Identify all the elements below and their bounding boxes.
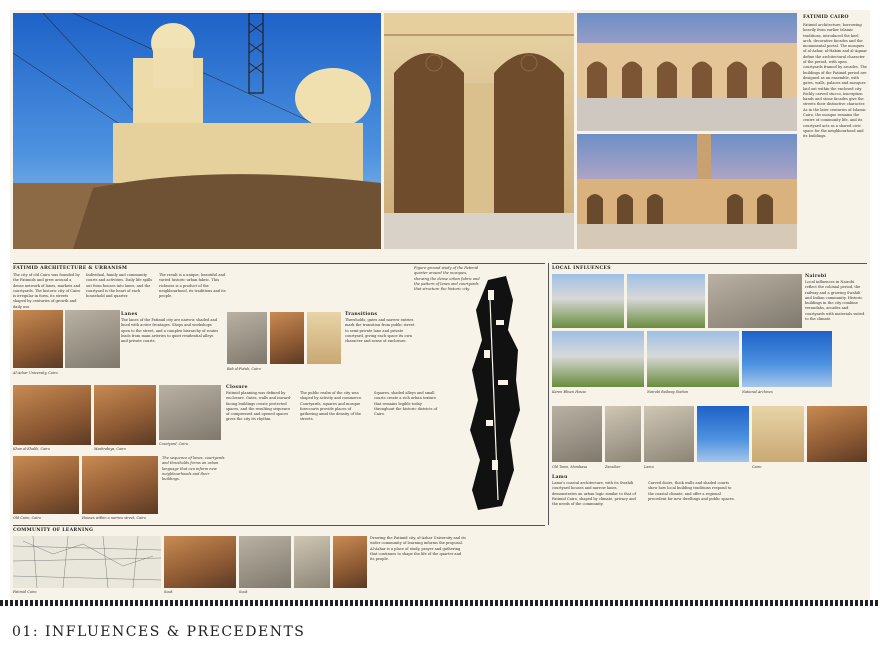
courtyard-photo-2 — [577, 134, 797, 249]
fatimid-heading: FATIMID CAIRO — [803, 15, 849, 20]
street-photo-b — [65, 310, 120, 368]
figure-ground-map — [458, 270, 540, 512]
title-stripe — [0, 600, 880, 606]
local-photo-5 — [647, 331, 739, 387]
drawing-caption-1: Fatimid Cairo — [13, 590, 37, 594]
local-heading: LOCAL INFLUENCES — [552, 266, 611, 271]
souk-photo-3 — [294, 536, 330, 588]
quote-text: The sequence of lanes, courtyards and thresholds forms an urban language that can inform new neighbourhoods and their buildings. — [162, 456, 225, 482]
drawing-caption-2: Souk — [164, 590, 173, 594]
local-photo-7 — [552, 406, 602, 462]
local-caption-1: Karen Blixen House — [552, 390, 587, 394]
portrait-photo — [159, 385, 221, 440]
local-body-b: Carved doors, thick walls and shaded courts show how local building traditions respond to the coastal climate, and offer a regional precedent for new dwellings and public spaces. — [648, 481, 735, 501]
local-caption-4: Old Town, Mombasa — [552, 465, 588, 469]
local-photo-3 — [708, 274, 802, 328]
drawing-caption-3: Souk — [239, 590, 248, 594]
alley-photo — [13, 456, 79, 514]
local-caption-7: Cairo — [752, 465, 762, 469]
local-photo-10 — [697, 406, 749, 462]
local-caption-3: National Archives — [742, 390, 773, 394]
transitions-body: Thresholds, gates and narrow entries mark the transition from public street to semi-private lane and private courtyard, giving each space its own character and sense of enclosure. — [345, 318, 415, 344]
local-body-a: Lamu's coastal architecture, with its Swahili courtyard houses and narrow lanes, demonstrates an urban logic similar to that of Fatimid Cairo, shaped by climate, privacy and the needs of the community. — [552, 481, 636, 507]
portrait-caption: Courtyard, Cairo — [159, 442, 189, 446]
section-rule-local — [552, 263, 867, 264]
street-caption: Al-Azhar University, Cairo — [13, 371, 58, 375]
urbanism-col-3: The result is a unique, beautiful and varied historic urban fabric. This richness is a product of the neighbourhood, its traditions and its people. — [159, 273, 226, 299]
fatimid-body: Fatimid architecture, borrowing heavily from earlier Islamic traditions, introduced the keel arch, decorative facades and the monumental portal. The mosques of al-Azhar, al-Hakim and al-Aqmar define the architectural character of the period, with open courtyards framed by arcades. The buildings of the Fatimid period are designed as an ensemble, with gates, walls, palaces and mosques laid out within the enclosed city. Richly carved stucco, inscription bands and stone facades give the streets their distinctive character. As in the later centuries of Islamic Cairo, the mosque remains the centre of community life, and its courtyard acts as a shared civic space for the neighbourhood and its buildings. — [803, 23, 867, 139]
khan-caption: Khan al-Khalili, Cairo — [13, 447, 50, 451]
section-divider — [548, 263, 549, 525]
bab-caption: Bab al-Futuh, Cairo — [227, 367, 261, 371]
mosque-arcade-photo — [384, 13, 574, 249]
local-caption-2: Nairobi Railway Station — [647, 390, 689, 394]
minaret-photo — [13, 13, 381, 249]
section-rule-urbanism — [13, 263, 545, 264]
local-photo-11 — [752, 406, 804, 462]
transitions-heading: Transitions — [345, 312, 378, 317]
local-photo-2 — [627, 274, 705, 328]
drawing-heading: COMMUNITY OF LEARNING — [13, 528, 94, 533]
local-intro-heading: Nairobi — [805, 274, 827, 279]
local-photo-6 — [742, 331, 832, 387]
drawing-map — [13, 536, 161, 588]
souk-photo-2 — [239, 536, 291, 588]
doorway-photo — [307, 312, 341, 364]
local-photo-12 — [807, 406, 867, 462]
drawing-body: Drawing the Fatimid city, al-Azhar University and its wider community of learning informs the proposal. Al-Azhar is a place of study, prayer and gathering that continues to shape the life of the quarter and its people. — [370, 536, 466, 562]
section-rule-drawing — [13, 525, 545, 526]
closure-body-2: The public realm of the city was shaped by activity and commerce. Courtyards, squares and mosque forecourts provide places of gathering amid the density of the streets. — [300, 391, 363, 422]
lanes-body: The lanes of the Fatimid city are narrow, shaded and lined with active frontages. Shops and workshops open to the street, and a complex hierarchy of routes leads from main arteries to quiet residential alleys and private courts. — [121, 318, 219, 344]
houses-photo — [82, 456, 158, 514]
window-caption: Mashrabiya, Cairo — [94, 447, 126, 451]
local-photo-1 — [552, 274, 624, 328]
page-title: 01: INFLUENCES & PRECEDENTS — [12, 624, 306, 640]
lanes-heading: Lanes — [121, 312, 138, 317]
local-intro-body: Local influences in Nairobi reflect the colonial period, the railway and a growing Swahili and Indian community. Historic buildings in the city combine verandahs, arcades and courtyards with materials suited to the climate. — [805, 280, 865, 322]
closure-body: Fatimid planning was defined by enclosure. Gates, walls and inward-facing buildings create protected spaces, and the resulting sequence of compressed and opened spaces gives the city its rhythm. — [226, 391, 292, 422]
gate-photo — [270, 312, 304, 364]
street-photo-a — [13, 310, 63, 368]
urbanism-col-1: The city of old Cairo was founded by the Fatimids and grew around a dense network of lanes, markets and courtyards. The historic city of Cairo is irregular in form, its streets shaped by centuries of growth and daily use. — [13, 273, 81, 309]
urbanism-heading: FATIMID ARCHITECTURE & URBANISM — [13, 266, 128, 271]
souk-photo-1 — [164, 536, 236, 588]
closure-body-3: Squares, shaded alleys and small courts create a rich urban texture that remains legible today throughout the historic districts of Cairo. — [374, 391, 438, 417]
bab-photo — [227, 312, 267, 364]
closure-heading: Closure — [226, 385, 248, 390]
local-caption-5: Zanzibar — [605, 465, 621, 469]
local-photo-4 — [552, 331, 644, 387]
alley-caption: Old Cairo, Cairo — [13, 516, 41, 520]
local-caption-6: Lamu — [644, 465, 654, 469]
souk-photo-4 — [333, 536, 367, 588]
local-photo-9 — [644, 406, 694, 462]
local-photo-8 — [605, 406, 641, 462]
window-photo — [94, 385, 156, 445]
figure-ground-caption: Figure-ground study of the Fatimid quarter around the mosques, showing the dense urban fabric and the pattern of lanes and courtyards that structure the historic city. — [414, 266, 480, 292]
khan-photo — [13, 385, 91, 445]
presentation-board — [10, 10, 870, 600]
courtyard-photo-1 — [577, 13, 797, 131]
local-body-heading: Lamu — [552, 475, 568, 480]
houses-caption: Houses within a narrow street, Cairo — [82, 516, 146, 520]
urbanism-col-2: Individual, family and community courts and activities. Daily life spills out from houses into lanes, and the courtyard is the heart of each household and quarter. — [86, 273, 153, 299]
